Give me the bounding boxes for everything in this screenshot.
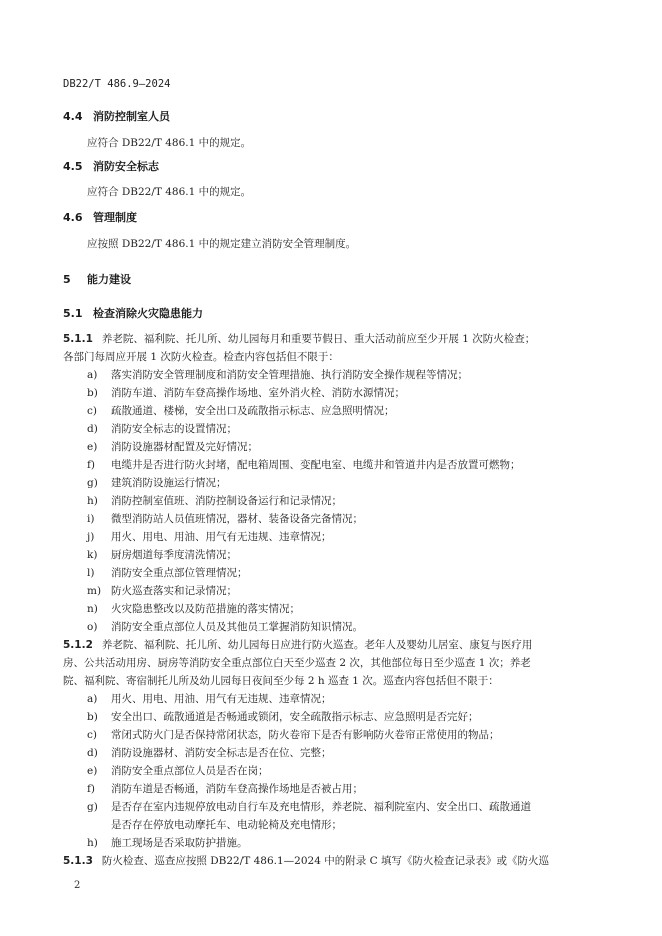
list-item: c) 常闭式防火门是否保持常闭状态，防火卷帘下是否有影响防火卷帘正常使用的物品； bbox=[87, 729, 500, 741]
list-item: g) 是否存在室内违规停放电动自行车及充电情形，养老院、福利院室内、安全出口、疏散通道 bbox=[87, 801, 531, 813]
section-number: 4.5 bbox=[63, 160, 83, 173]
clause-5-1-1-line-1: 5.1.1 养老院、福利院、托儿所、幼儿园每月和重要节假日、重大活动前应至少开展 1 次防火检查； bbox=[63, 333, 536, 345]
clause-number: 5.1.2 bbox=[63, 639, 93, 651]
section-5-1-heading bbox=[63, 305, 203, 321]
clause-5-1-2-line-2: 房、公共活动用房、厨房等消防安全重点部位白天至少巡查 2 次，其他部位每日至少巡查 1 次；养老 bbox=[63, 657, 531, 669]
clause-5-1-1-line-2: 各部门每周应开展 1 次防火检查。检查内容包括但不限于： bbox=[63, 351, 339, 363]
section-number: 5.1 bbox=[63, 307, 83, 320]
section-title: 消防安全标志 bbox=[93, 160, 159, 173]
list-item: h) 消防控制室值班、消防控制设备运行和记录情况； bbox=[87, 495, 342, 507]
list-item: h) 施工现场是否采取防护措施。 bbox=[87, 837, 248, 849]
list-item: b) 消防车道、消防车登高操作场地、室外消火栓、消防水源情况； bbox=[87, 387, 405, 399]
list-item: l) 消防安全重点部位管理情况； bbox=[87, 567, 248, 579]
list-item: c) 疏散通道、楼梯，安全出口及疏散指示标志、应急照明情况； bbox=[87, 405, 395, 417]
list-item: g) 建筑消防设施运行情况； bbox=[87, 477, 227, 489]
list-item: a) 用火、用电、用油、用气有无违规、违章情况； bbox=[87, 693, 332, 705]
list-item: i) 微型消防站人员值班情况，器材、装备设备完备情况； bbox=[87, 513, 363, 525]
section-title: 检查消除火灾隐患能力 bbox=[93, 307, 203, 320]
list-item: f) 消防车道是否畅通，消防车登高操作场地是否被占用； bbox=[87, 783, 363, 795]
list-item: a) 落实消防安全管理制度和消防安全管理措施、执行消防安全操作规程等情况； bbox=[87, 369, 468, 381]
section-number: 4.4 bbox=[63, 110, 83, 123]
section-4-5-body: 应符合 DB22/T 486.1 中的规定。 bbox=[87, 186, 252, 198]
list-item: k) 厨房烟道每季度清洗情况； bbox=[87, 549, 237, 561]
list-item: o) 消防安全重点部位人员及其他员工掌握消防知识情况。 bbox=[87, 621, 363, 633]
list-item: e) 消防安全重点部位人员是否在岗； bbox=[87, 765, 269, 777]
list-item: f) 电缆井是否进行防火封堵，配电箱周围、变配电室、电缆井和管道井内是否放置可燃物； bbox=[87, 459, 521, 471]
section-4-4-body: 应符合 DB22/T 486.1 中的规定。 bbox=[87, 137, 252, 149]
list-item: d) 消防设施器材、消防安全标志是否在位、完整； bbox=[87, 747, 332, 759]
section-title: 消防控制室人员 bbox=[93, 110, 170, 123]
clause-number: 5.1.1 bbox=[63, 333, 93, 345]
list-item: e) 消防设施器材配置及完好情况； bbox=[87, 441, 258, 453]
chapter-5-heading bbox=[63, 271, 131, 287]
section-title: 管理制度 bbox=[93, 211, 137, 224]
section-4-6-body: 应按照 DB22/T 486.1 中的规定建立消防安全管理制度。 bbox=[87, 238, 357, 250]
clause-5-1-2-line-3: 院、福利院、寄宿制托儿所及幼儿园每日夜间至少每 2 h 巡查 1 次。巡查内容包括但不限于： bbox=[63, 675, 499, 687]
section-4-5-heading bbox=[63, 158, 159, 174]
page-number: 2 bbox=[74, 880, 81, 891]
document-header: DB22/T 486.9—2024 bbox=[63, 78, 171, 90]
clause-5-1-3-line-1: 5.1.3 防火检查、巡查应按照 DB22/T 486.1—2024 中的附录 C 填写《防火检查记录表》或《防火巡 bbox=[63, 855, 549, 867]
section-4-6-heading bbox=[63, 209, 137, 225]
clause-5-1-2-line-1: 5.1.2 养老院、福利院、托儿所、幼儿园每日应进行防火巡查。老年人及婴幼儿居室、康复与医疗用 bbox=[63, 639, 533, 651]
list-item-continuation: 是否存在停放电动摩托车、电动轮椅及充电情形； bbox=[111, 819, 342, 831]
section-4-4-heading bbox=[63, 108, 170, 124]
list-item: j) 用火、用电、用油、用气有无违规、违章情况； bbox=[87, 531, 332, 543]
list-item: d) 消防安全标志的设置情况； bbox=[87, 423, 237, 435]
chapter-title: 能力建设 bbox=[87, 273, 131, 286]
section-number: 4.6 bbox=[63, 211, 83, 224]
list-item: b) 安全出口、疏散通道是否畅通或锁闭，安全疏散指示标志、应急照明是否完好； bbox=[87, 711, 479, 723]
list-item: m) 防火巡查落实和记录情况； bbox=[87, 585, 237, 597]
list-item: n) 火灾隐患整改以及防范措施的落实情况； bbox=[87, 603, 300, 615]
clause-number: 5.1.3 bbox=[63, 855, 93, 867]
chapter-number: 5 bbox=[63, 273, 71, 286]
